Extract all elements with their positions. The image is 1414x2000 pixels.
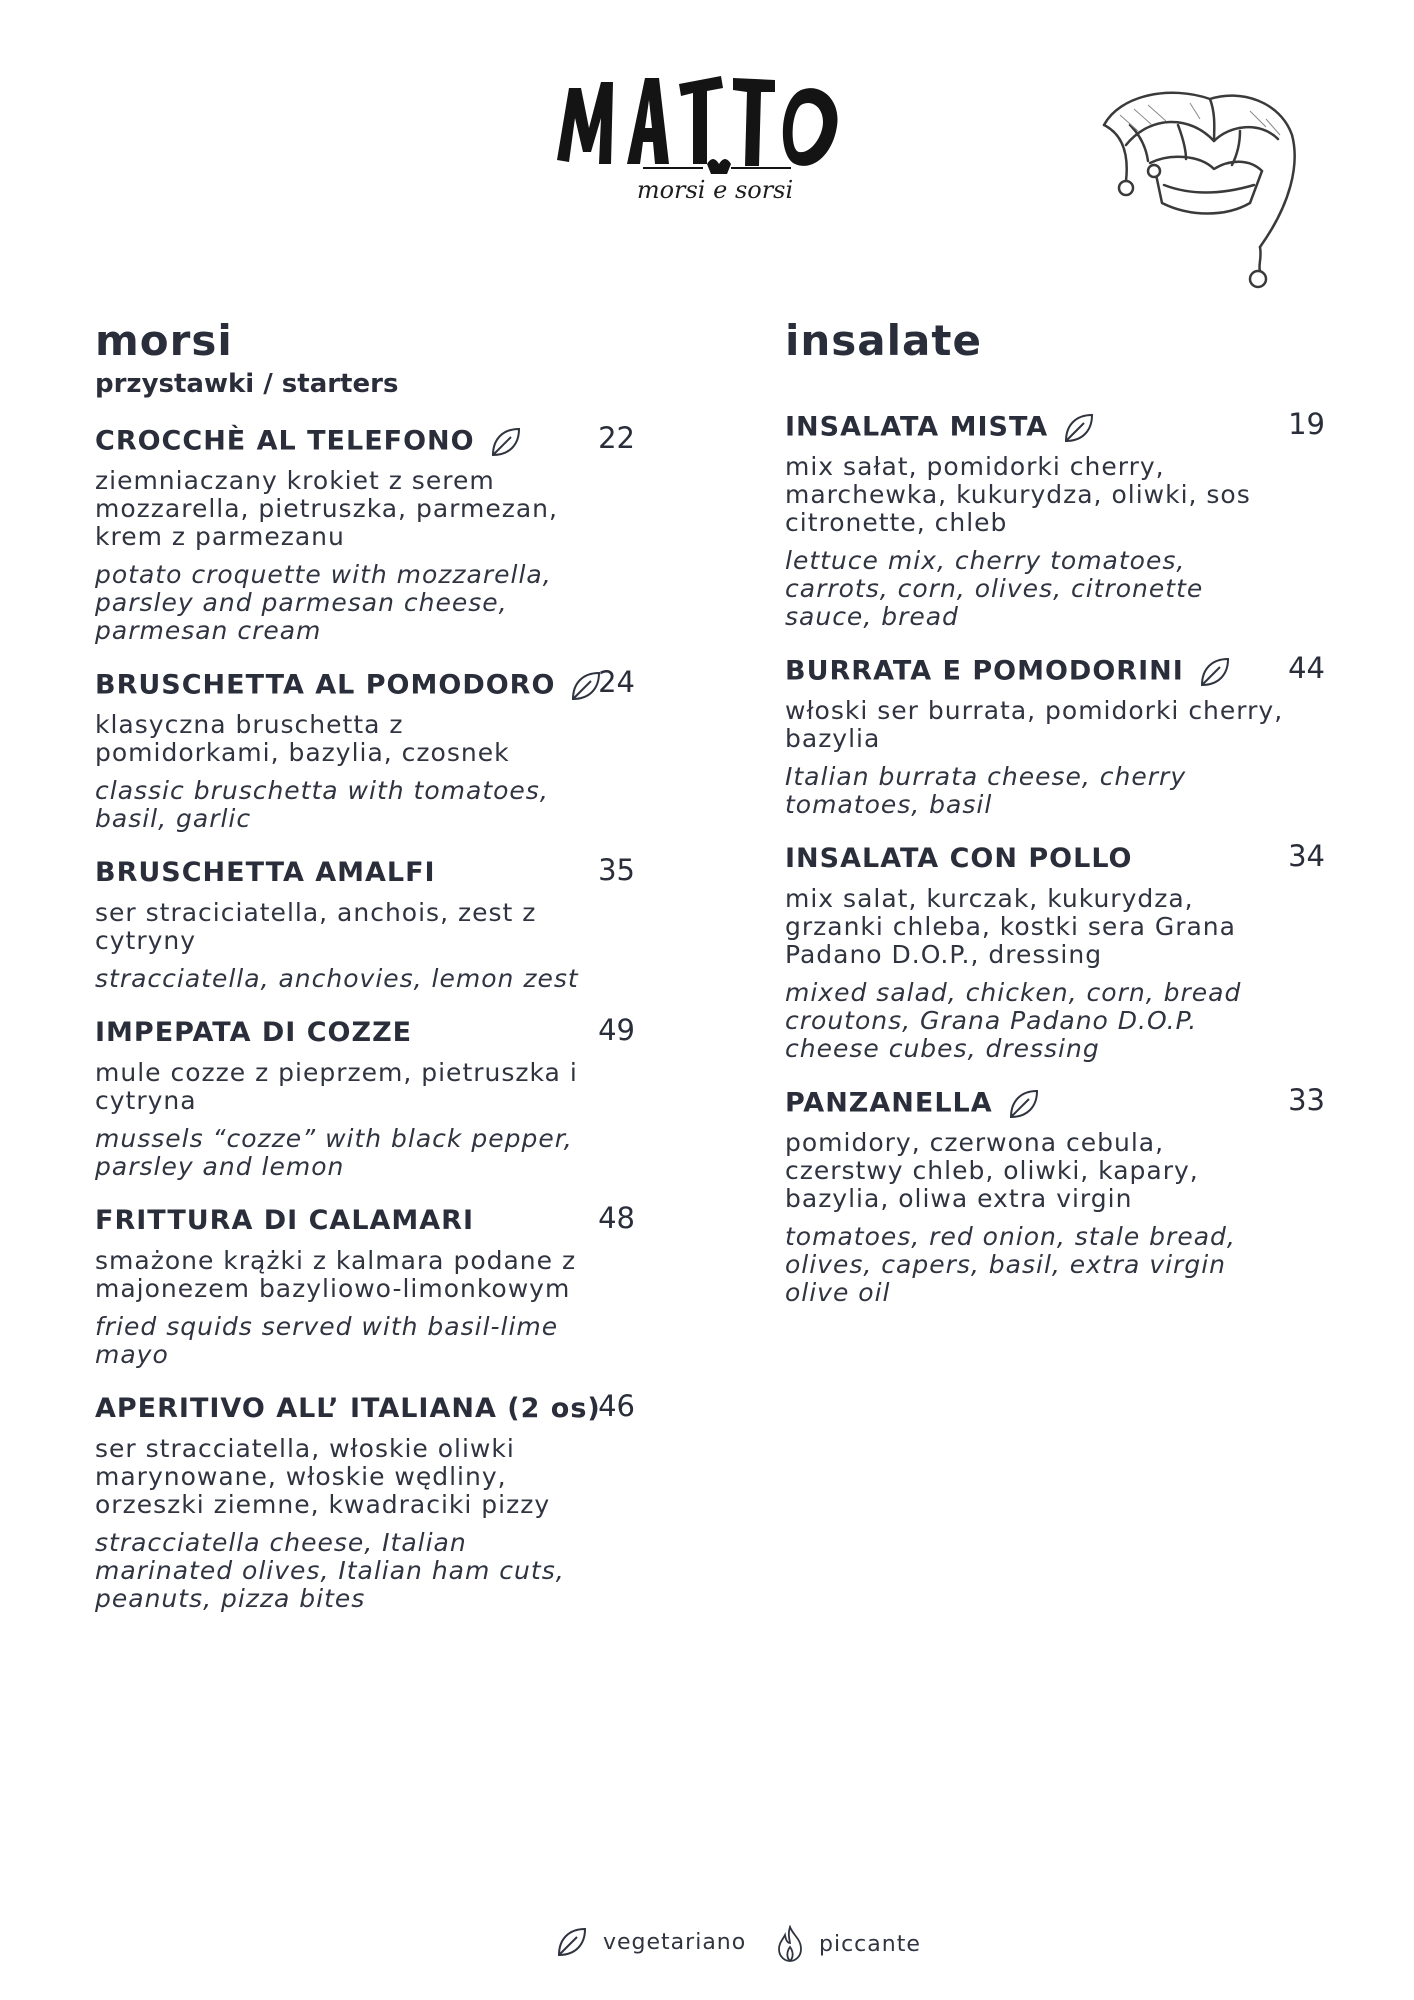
menu-item-name: BURRATA E POMODORINI — [785, 655, 1232, 689]
morsi-section — [95, 315, 635, 1631]
section-title-insalate: insalate — [785, 316, 982, 365]
leaf-icon — [1007, 1087, 1041, 1121]
leaf-icon — [1062, 411, 1096, 445]
menu-item-name: FRITTURA DI CALAMARI — [95, 1205, 475, 1236]
menu-item-description-en: mussels “cozze” with black pepper, parsley and lemon — [95, 1124, 573, 1181]
menu-item-description-en: Italian burrata cheese, cherry tomatoes, basil — [785, 762, 1187, 819]
menu-item-description-pl: ser stracciatella, włoskie oliwki marynowane, włoskie wędliny, orzeszki ziemne, kwadraciki pizzy — [95, 1434, 551, 1519]
menu-item — [785, 649, 1325, 819]
menu-item-name: BRUSCHETTA AMALFI — [95, 857, 436, 888]
menu-item-price: 48 — [598, 1201, 635, 1235]
menu-item-description-pl: włoski ser burrata, pomidorki cherry, bazylia — [785, 696, 1284, 753]
legend-vegetarian-label: vegetariano — [603, 1929, 747, 1955]
flame-icon — [775, 1925, 805, 1963]
menu-list-salads — [785, 405, 1325, 1307]
menu-item-header — [95, 1199, 635, 1243]
menu-item — [785, 1081, 1325, 1307]
menu-item-description-pl: mix salat, kurczak, kukurydza, grzanki chleba, kostki sera Grana Padano D.O.P., dressing — [785, 884, 1236, 969]
brand-logo — [555, 60, 875, 210]
menu-item-description-en: lettuce mix, cherry tomatoes, carrots, corn, olives, citronette sauce, bread — [785, 546, 1204, 631]
menu-item-description-pl: pomidory, czerwona cebula, czerstwy chleb, oliwki, kapary, bazylia, oliwa extra virgin — [785, 1128, 1199, 1213]
menu-item-description-pl: klasyczna bruschetta z pomidorkami, bazylia, czosnek — [95, 710, 510, 767]
menu-item-name: PANZANELLA — [785, 1087, 1041, 1121]
section-subtitle-starters: przystawki / starters — [95, 369, 399, 399]
menu-item-description-en: potato croquette with mozzarella, parsley and parmesan cheese, parmesan cream — [95, 560, 552, 645]
menu-item-header — [785, 649, 1325, 693]
menu-item — [95, 1199, 635, 1369]
legend-spicy-label: piccante — [819, 1931, 921, 1957]
menu-item — [95, 1011, 635, 1181]
brand-tagline: morsi e sorsi — [636, 176, 794, 204]
menu-item — [95, 851, 635, 993]
menu-item-header — [95, 419, 635, 463]
matto-logo-icon — [555, 60, 875, 180]
menu-item-description-pl: ser straciciatella, anchois, zest z cytryny — [95, 898, 537, 955]
menu-item-price: 44 — [1288, 651, 1325, 685]
menu-item-description-pl: mule cozze z pieprzem, pietruszka i cytryna — [95, 1058, 578, 1115]
menu-item — [95, 663, 635, 833]
menu-item — [785, 837, 1325, 1063]
menu-item-price: 46 — [598, 1389, 635, 1423]
menu-item-price: 19 — [1288, 407, 1325, 441]
menu-item-price: 49 — [598, 1013, 635, 1047]
menu-item-header — [785, 405, 1325, 449]
menu-item-description-pl: smażone krążki z kalmara podane z majonezem bazyliowo-limonkowym — [95, 1246, 577, 1303]
section-title-morsi: morsi — [95, 316, 233, 365]
menu-item-description-en: stracciatella cheese, Italian marinated olives, Italian ham cuts, peanuts, pizza bites — [95, 1528, 565, 1613]
menu-item — [785, 405, 1325, 631]
menu-item-name: CROCCHÈ AL TELEFONO — [95, 425, 523, 459]
leaf-icon — [555, 1925, 589, 1959]
menu-item-description-pl: ziemniaczany krokiet z serem mozzarella, pietruszka, parmezan, krem z parmezanu — [95, 466, 558, 551]
legend-vegetarian — [555, 1925, 746, 1959]
menu-item-description-pl: mix sałat, pomidorki cherry, marchewka, kukurydza, oliwki, sos citronette, chleb — [785, 452, 1251, 537]
menu-item-description-en: stracciatella, anchovies, lemon zest — [95, 964, 579, 993]
menu-item-description-en: mixed salad, chicken, corn, bread croutons, Grana Padano D.O.P. cheese cubes, dressing — [785, 978, 1242, 1063]
legend-spicy — [775, 1925, 921, 1963]
menu-item-header — [95, 1011, 635, 1055]
menu-item-header — [95, 851, 635, 895]
menu-item-name: INSALATA CON POLLO — [785, 843, 1133, 874]
menu-item-name: BRUSCHETTA AL POMODORO — [95, 669, 603, 703]
menu-item-header — [785, 1081, 1325, 1125]
menu-item — [95, 419, 635, 645]
menu-item-header — [95, 1387, 635, 1431]
menu-item-name: IMPEPATA DI COZZE — [95, 1017, 413, 1048]
menu-item — [95, 1387, 635, 1613]
leaf-icon — [1198, 655, 1232, 689]
menu-item-price: 35 — [598, 853, 635, 887]
insalate-section — [785, 315, 1325, 1325]
menu-item-description-en: tomatoes, red onion, stale bread, olives, capers, basil, extra virgin olive oil — [785, 1222, 1236, 1307]
menu-item-header — [785, 837, 1325, 881]
menu-item-description-en: classic bruschetta with tomatoes, basil, garlic — [95, 776, 549, 833]
menu-item-price: 22 — [598, 421, 635, 455]
menu-item-name: INSALATA MISTA — [785, 411, 1096, 445]
menu-item-header — [95, 663, 635, 707]
jester-hat-icon — [1090, 85, 1305, 290]
menu-item-description-en: fried squids served with basil-lime mayo — [95, 1312, 559, 1369]
legend — [555, 1925, 955, 1970]
menu-item-price: 33 — [1288, 1083, 1325, 1117]
menu-item-price: 24 — [598, 665, 635, 699]
menu-item-name: APERITIVO ALL’ ITALIANA (2 os) — [95, 1393, 601, 1424]
menu-item-price: 34 — [1288, 839, 1325, 873]
leaf-icon — [489, 425, 523, 459]
menu-list-starters — [95, 419, 635, 1613]
